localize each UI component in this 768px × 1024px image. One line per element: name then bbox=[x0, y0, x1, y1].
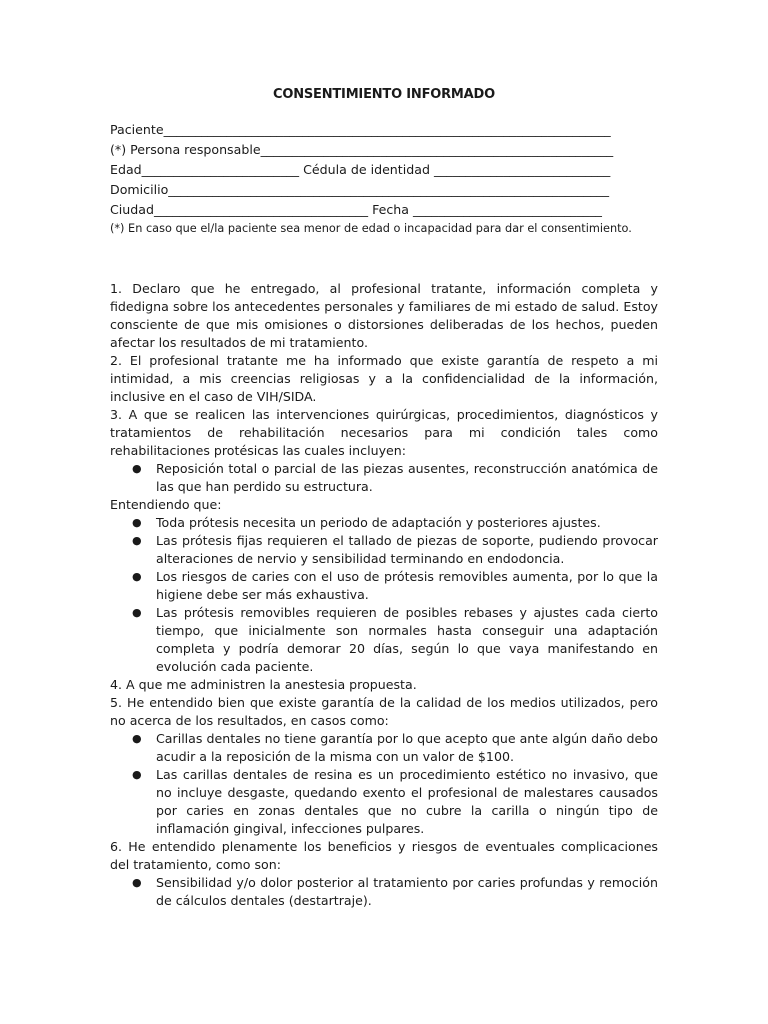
list-item-text: Toda prótesis necesita un periodo de adaptación y posteriores ajustes. bbox=[156, 515, 601, 530]
form-note: (*) En caso que el/la paciente sea menor de edad o incapacidad para dar el consentimiento. bbox=[110, 222, 632, 235]
list-item-text: Sensibilidad y/o dolor posterior al tratamiento por caries profundas y remoción de cálculos dentales (destartraje). bbox=[156, 875, 658, 908]
list-item bbox=[132, 730, 658, 766]
field-persona-responsable: (*) Persona responsable________________________________________________________ bbox=[110, 142, 614, 157]
list-item bbox=[132, 514, 658, 532]
clause-3: 3. A que se realicen las intervenciones quirúrgicas, procedimientos, diagnósticos y tratamientos de rehabilitación necesarios para mi condición tales como rehabilitaciones protésicas las cuales incluyen: bbox=[110, 407, 658, 458]
field-paciente: Paciente_______________________________________________________________________ bbox=[110, 122, 611, 137]
clause-6: 6. He entendido plenamente los beneficios y riesgos de eventuales complicaciones del tratamiento, como son: bbox=[110, 839, 658, 872]
clause-1: 1. Declaro que he entregado, al profesional tratante, información completa y fidedigna sobre los antecedentes personales y familiares de mi estado de salud. Estoy consciente de que mis omisiones o distorsiones deliberadas de los hechos, pueden afectar los resultados de mi tratamiento. bbox=[110, 281, 658, 350]
clause-2: 2. El profesional tratante me ha informado que existe garantía de respeto a mi intimidad, a mis creencias religiosas y a la confidencialidad de la información, inclusive en el caso de VIH/SIDA. bbox=[110, 353, 658, 404]
bullet-icon: ● bbox=[132, 570, 142, 583]
field-domicilio: Domicilio______________________________________________________________________ bbox=[110, 182, 610, 197]
clause-5-list bbox=[110, 730, 658, 838]
clause-4: 4. A que me administren la anestesia propuesta. bbox=[110, 677, 417, 692]
clause-6-list bbox=[110, 874, 658, 910]
bullet-icon: ● bbox=[132, 876, 142, 889]
list-item-text: Las prótesis removibles requieren de posibles rebases y ajustes cada cierto tiempo, que inicialmente son normales hasta conseguir una adaptación completa y podría demorar 20 días, según lo que vaya manifestando en evolución cada paciente. bbox=[156, 605, 658, 674]
document-title: CONSENTIMIENTO INFORMADO bbox=[273, 87, 495, 102]
patient-form bbox=[110, 120, 658, 238]
entendiendo-list bbox=[110, 514, 658, 676]
consent-body bbox=[110, 280, 658, 910]
bullet-icon: ● bbox=[132, 606, 142, 619]
list-item bbox=[132, 766, 658, 838]
list-item-text: Reposición total o parcial de las piezas ausentes, reconstrucción anatómica de las que han perdido su estructura. bbox=[156, 461, 658, 494]
list-item bbox=[132, 604, 658, 676]
spacer bbox=[110, 238, 658, 280]
entendiendo-heading: Entendiendo que: bbox=[110, 497, 222, 512]
list-item-text: Carillas dentales no tiene garantía por lo que acepto que ante algún daño debo acudir a la reposición de la misma con un valor de $100. bbox=[156, 731, 658, 764]
field-edad-cedula: Edad_________________________ Cédula de identidad ____________________________ bbox=[110, 162, 611, 177]
list-item bbox=[132, 532, 658, 568]
bullet-icon: ● bbox=[132, 534, 142, 547]
bullet-icon: ● bbox=[132, 768, 142, 781]
list-item bbox=[132, 568, 658, 604]
bullet-icon: ● bbox=[132, 462, 142, 475]
list-item bbox=[132, 874, 658, 910]
bullet-icon: ● bbox=[132, 516, 142, 529]
list-item-text: Las prótesis fijas requieren el tallado de piezas de soporte, pudiendo provocar alteraciones de nervio y sensibilidad terminando en endodoncia. bbox=[156, 533, 658, 566]
clause-3-list bbox=[110, 460, 658, 496]
clause-5: 5. He entendido bien que existe garantía de la calidad de los medios utilizados, pero no acerca de los resultados, en casos como: bbox=[110, 695, 658, 728]
list-item-text: Las carillas dentales de resina es un procedimiento estético no invasivo, que no incluye desgaste, quedando exento el profesional de malestares causados por caries en zonas dentales que no cubre la carilla o ningún tipo de inflamación gingival, infecciones pulpares. bbox=[156, 767, 658, 836]
list-item-text: Los riesgos de caries con el uso de prótesis removibles aumenta, por lo que la higiene debe ser más exhaustiva. bbox=[156, 569, 658, 602]
list-item bbox=[132, 460, 658, 496]
bullet-icon: ● bbox=[132, 732, 142, 745]
document-page bbox=[110, 86, 658, 910]
field-ciudad-fecha: Ciudad__________________________________ Fecha ______________________________ bbox=[110, 202, 602, 217]
